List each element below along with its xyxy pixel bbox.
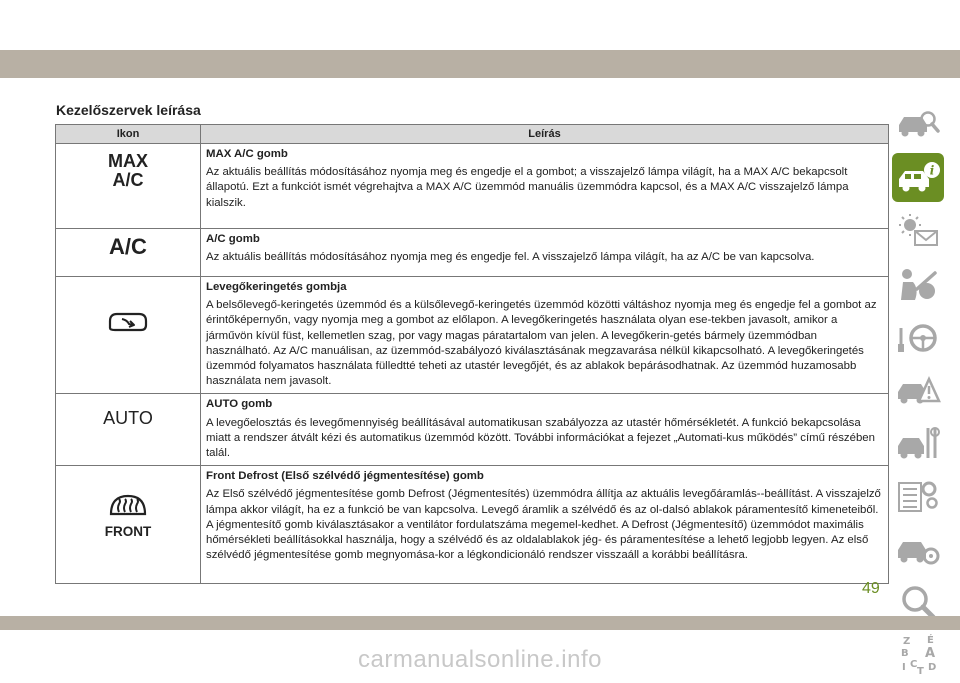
- description-cell: [201, 466, 889, 584]
- tab-settings-list[interactable]: [892, 471, 944, 520]
- row-title: Front Defrost (Első szélvédő jégmentesítése) gomb: [206, 470, 484, 483]
- row-title: AUTO gomb: [206, 398, 273, 411]
- tab-car-search[interactable]: [892, 100, 944, 149]
- table-row: [56, 466, 889, 584]
- row-body: Az aktuális beállítás módosításához nyomja meg és engedje fel. A visszajelző lámpa világít, ha az A/C be van kapcsolva.: [206, 251, 815, 264]
- table-row: [56, 229, 889, 277]
- tab-warning-lights[interactable]: [892, 206, 944, 255]
- icon-cell: [56, 144, 201, 229]
- row-title: MAX A/C gomb: [206, 148, 288, 160]
- car-warning-icon: [895, 371, 941, 409]
- car-tools-icon: [895, 424, 941, 462]
- warning-lights-icon: [895, 212, 941, 250]
- max-ac-icon-line1: MAX: [108, 151, 148, 171]
- column-header-icon: Ikon: [56, 125, 201, 144]
- index-letter: B: [901, 647, 909, 659]
- tab-steering[interactable]: [892, 312, 944, 361]
- tab-car-tools[interactable]: [892, 418, 944, 467]
- index-letter: Z: [903, 635, 911, 647]
- car-search-icon: [895, 106, 941, 144]
- index-letter: I: [902, 661, 906, 673]
- row-body: Az aktuális beállítás módosításához nyomja meg és engedje el a gombot; a visszajelző lámpa világít, ha a MAX A/C bekapcsolt állapotú. Ezt a funkciót ismét végrehajtva a MAX A/C üzemmód manuális üzemmódra kapcsol, és a MAX A/C visszajelző lámpa kialszik.: [206, 166, 849, 209]
- table-row: [56, 144, 889, 229]
- tab-car-warning[interactable]: [892, 365, 944, 414]
- table-row: [56, 277, 889, 394]
- max-ac-icon-line2: A/C: [112, 170, 144, 190]
- index-letter: A: [925, 645, 936, 661]
- section-title: Kezelőszervek leírása: [56, 102, 201, 118]
- index-letter: T: [917, 665, 924, 676]
- defrost-symbol-icon: [108, 492, 148, 518]
- steering-wheel-icon: [895, 318, 941, 356]
- chapter-tabs: [892, 100, 944, 683]
- table-row: [56, 394, 889, 466]
- table-header-row: [56, 125, 889, 144]
- description-cell: [201, 144, 889, 229]
- recirculation-icon: [105, 311, 151, 333]
- car-service-icon: [895, 530, 941, 568]
- index-letter: É: [927, 634, 934, 646]
- icon-cell: [56, 229, 201, 277]
- index-letter: D: [928, 661, 937, 673]
- description-cell: [201, 229, 889, 277]
- tab-airbag[interactable]: [892, 259, 944, 308]
- row-body: Az Első szélvédő jégmentesítése gomb Defrost (Jégmentesítés) üzemmódra állítja az aktuális levegőáramlás--beállítást. A visszajelző lámpa akkor világít, ha ez a funkció be van kapcsolva. Levegő áramlik a szélvédő és az ol-dalsó ablakok páramentesítő kimeneteiből. A jégmentesítő gomb kiválasztásakor a ventilátor fordulatszáma megemel-kedhet. A Defrost (Jégmentesítő) üzemmódot maximális hőmérsékleti beállításokkal használja, hogy a szélvédő és az oldalablakok jég- és páramentesítése a lehető legjobb legyen. Az első szélvédő jégmentesítése gomb megnyomása-kor a légkondicionáló rendszer visszaáll a korábbi beállításra.: [206, 488, 881, 562]
- magnifier-icon: [895, 583, 941, 621]
- description-cell: [201, 394, 889, 466]
- footer-band: [0, 616, 960, 630]
- index-letter: C: [910, 658, 918, 670]
- max-ac-icon: [56, 144, 200, 190]
- top-margin: [0, 0, 960, 50]
- icon-cell: [56, 394, 201, 466]
- row-title: A/C gomb: [206, 233, 260, 245]
- page-number: 49: [862, 580, 880, 597]
- car-info-icon: [895, 159, 941, 197]
- row-title: Levegőkeringetés gombja: [206, 281, 347, 293]
- column-header-desc: Leírás: [201, 125, 889, 144]
- icon-cell: [56, 466, 201, 584]
- row-body: A belsőlevegő-keringetés üzemmód és a külsőlevegő-keringetés üzemmód közötti váltáshoz nyomja meg és engedje fel a gombot az érintőképernyőn, vagy nyomja meg a gombot az előlapon. A levegőkeringetés használata olyan ese-tekben javasolt, amikor a járművön kívül füst, kellemetlen szag, por vagy magas páratartalom van jelen. A levegőkerin-getés bármely üzemmódban használható. Az A/C manuálisan, az üzemmód-szabályozó kiválasztásának megzavarása nélkül kikapcsolható. A levegőkeringetés üzemmód folyamatos használata fülledtté teheti az utastér levegőjét, és az ablakok bepárásodhatnak. Az üzemmód huzamosabb használata nem javasolt.: [206, 299, 877, 388]
- ac-icon: A/C: [109, 234, 147, 259]
- airbag-person-icon: [895, 265, 941, 303]
- row-body: A levegőelosztás és levegőmennyiség beállításával automatikusan szabályozza az utastér hőmérsékletét. A funkció bekapcsolása miatt a rendszer átvált kézi és automatikus üzemmód között. További információkat a fejezet „Automati-kus működés” című részében talál.: [206, 416, 875, 460]
- description-cell: [201, 277, 889, 394]
- front-defrost-icon: [56, 466, 200, 539]
- svg-text:i: i: [929, 163, 935, 177]
- auto-icon: AUTO: [103, 408, 153, 429]
- watermark: carmanualsonline.info: [358, 646, 602, 673]
- controls-table: [55, 124, 889, 584]
- tab-car-info[interactable]: [892, 153, 944, 202]
- settings-list-icon: [895, 477, 941, 515]
- icon-cell: [56, 277, 201, 394]
- tab-car-service[interactable]: [892, 524, 944, 573]
- header-band: [0, 50, 960, 78]
- front-label: FRONT: [104, 524, 152, 540]
